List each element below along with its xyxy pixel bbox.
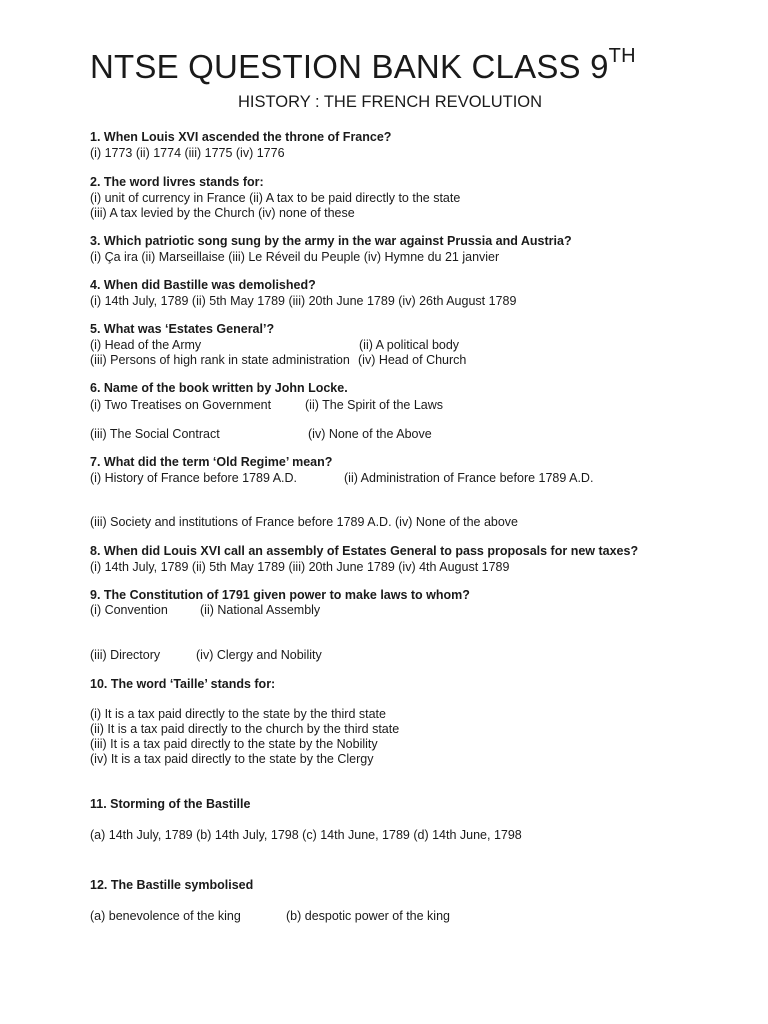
question-7-option-ii: (ii) Administration of France before 1789 A.D. (344, 471, 594, 485)
question-4: 4. When did Bastille was demolished? (90, 278, 316, 292)
question-12-option-b: (b) despotic power of the king (286, 909, 450, 923)
question-5-option-iv: (iv) Head of Church (358, 353, 467, 367)
title-superscript: TH (608, 45, 636, 67)
question-9-option-i: (i) Convention (90, 603, 168, 617)
question-7-option-iii-iv: (iii) Society and institutions of France before 1789 A.D. (iv) None of the above (90, 515, 519, 529)
question-6-option-iv: (iv) None of the Above (308, 427, 432, 441)
question-3: 3. Which patriotic song sung by the army in the war against Prussia and Austria? (90, 234, 572, 248)
question-1-options: (i) 1773 (ii) 1774 (iii) 1775 (iv) 1776 (90, 146, 285, 160)
question-12-option-a: (a) benevolence of the king (90, 909, 241, 923)
question-5-option-iii: (iii) Persons of high rank in state administration (90, 353, 350, 367)
question-2-options-row-1: (i) unit of currency in France (ii) A tax to be paid directly to the state (90, 191, 461, 205)
question-12: 12. The Bastille symbolised (90, 878, 254, 892)
question-10-option-ii: (ii) It is a tax paid directly to the church by the third state (90, 722, 400, 736)
question-2-options-row-2: (iii) A tax levied by the Church (iv) none of these (90, 206, 355, 220)
question-5-option-i: (i) Head of the Army (90, 338, 202, 352)
question-10-option-iv: (iv) It is a tax paid directly to the state by the Clergy (90, 752, 374, 766)
question-9-option-iii: (iii) Directory (90, 648, 161, 662)
question-10-option-iii: (iii) It is a tax paid directly to the state by the Nobility (90, 737, 378, 751)
question-7-option-i: (i) History of France before 1789 A.D. (90, 471, 298, 485)
question-5: 5. What was ‘Estates General’? (90, 322, 275, 336)
question-6-option-iii: (iii) The Social Contract (90, 427, 220, 441)
question-8-options: (i) 14th July, 1789 (ii) 5th May 1789 (iii) 20th June 1789 (iv) 4th August 1789 (90, 560, 510, 574)
question-6-option-ii: (ii) The Spirit of the Laws (305, 398, 444, 412)
question-8: 8. When did Louis XVI call an assembly of Estates General to pass proposals for new taxes? (90, 544, 639, 558)
question-7: 7. What did the term ‘Old Regime’ mean? (90, 455, 333, 469)
page-title: NTSE QUESTION BANK CLASS 9TH (90, 45, 636, 85)
question-6: 6. Name of the book written by John Locke. (90, 381, 348, 395)
question-10: 10. The word ‘Taille’ stands for: (90, 677, 276, 691)
question-11: 11. Storming of the Bastille (90, 797, 251, 811)
question-11-options: (a) 14th July, 1789 (b) 14th July, 1798 (c) 14th June, 1789 (d) 14th June, 1798 (90, 828, 522, 842)
page-subtitle: HISTORY : THE FRENCH REVOLUTION (237, 93, 543, 111)
question-9: 9. The Constitution of 1791 given power to make laws to whom? (90, 588, 470, 602)
question-3-options: (i) Ça ira (ii) Marseillaise (iii) Le Réveil du Peuple (iv) Hymne du 21 janvier (90, 250, 500, 264)
question-9-option-iv: (iv) Clergy and Nobility (196, 648, 322, 662)
question-5-option-ii: (ii) A political body (359, 338, 460, 352)
question-2: 2. The word livres stands for: (90, 175, 264, 189)
question-9-option-ii: (ii) National Assembly (200, 603, 321, 617)
question-6-option-i: (i) Two Treatises on Government (90, 398, 272, 412)
question-1: 1. When Louis XVI ascended the throne of France? (90, 130, 392, 144)
question-10-option-i: (i) It is a tax paid directly to the state by the third state (90, 707, 386, 721)
question-4-options: (i) 14th July, 1789 (ii) 5th May 1789 (iii) 20th June 1789 (iv) 26th August 1789 (90, 294, 517, 308)
